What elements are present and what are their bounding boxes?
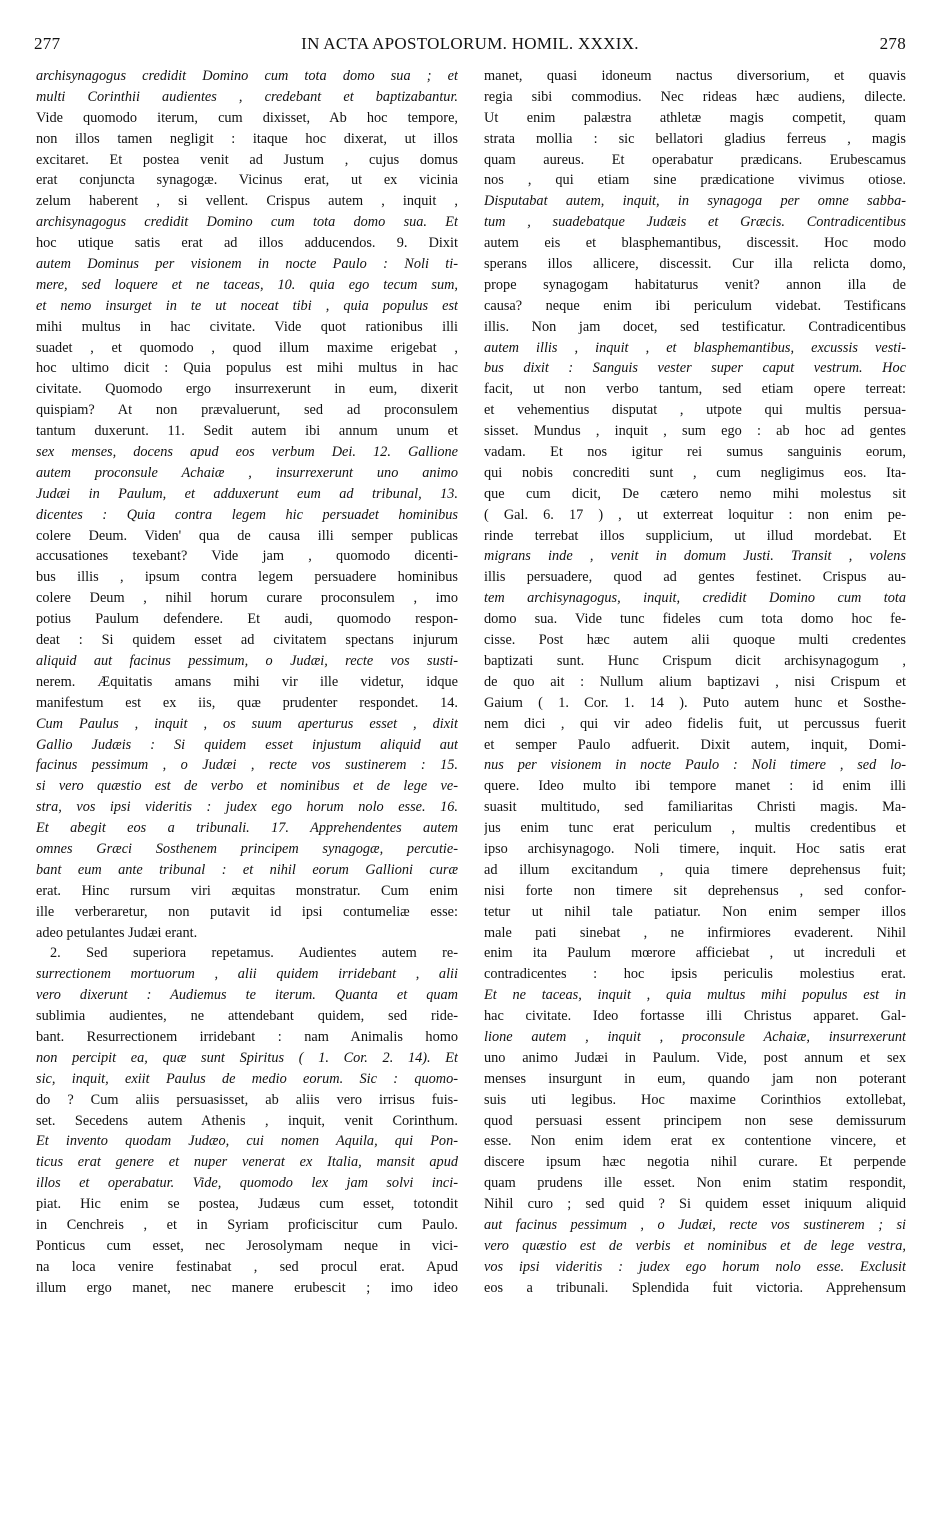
text-line: erat conjuncta synagogæ. Vicinus erat, ut ex vicinia: [36, 172, 458, 189]
text-line: dicentes : Quia contra legem hic persuadet hominibus: [36, 506, 458, 523]
text-line: manifestum est ex iis, quæ prudenter respondet. 14.: [36, 694, 458, 711]
text-line: na loca venire festinabat , sed procul erat. Apud: [36, 1258, 458, 1275]
text-line: de quo ait : Nullum alium baptizavi , nisi Crispum et: [484, 673, 906, 690]
text-line: autem illis , inquit , et blasphemantibus, excussis vesti-: [484, 339, 906, 356]
text-line: illos et operabatur. Vide, quomodo lex jam solvi inci-: [36, 1175, 458, 1192]
text-line: excitaret. Et postea venit ad Justum , cujus domus: [36, 151, 458, 168]
text-line: discere ipsum hæc negotia nihil curare. Et perpende: [484, 1154, 906, 1171]
text-line: et semper Paulo adfuerit. Dixit autem, inquit, Domi-: [484, 736, 906, 753]
text-line: hoc utique satis erat ad illos adducendos. 9. Dixit: [36, 235, 458, 252]
text-line: Vide quomodo iterum, cum dixisset, Ab hoc tempore,: [36, 109, 458, 126]
text-line: lione autem , inquit , proconsule Achaiæ, insurrexerunt: [484, 1028, 906, 1045]
text-line: baptizati sunt. Hunc Crispum dicit archisynagogum ,: [484, 652, 906, 669]
text-line: tantum duxerunt. 11. Sedit autem ibi annum unum et: [36, 423, 458, 440]
text-line: nerem. Æquitatis amans mihi vir ille videtur, idque: [36, 673, 458, 690]
left-column: [36, 66, 458, 1299]
text-line: illis. Non jam docet, sed testificatur. Contradicentibus: [484, 318, 906, 335]
text-line: quod persuasi essent principem non sese demissurum: [484, 1112, 906, 1129]
text-line: illis persuadere, quod ad gentes festinet. Crispus au-: [484, 569, 906, 586]
text-line: sperans illos allicere, discessit. Cur illa relicta domo,: [484, 256, 906, 273]
text-line: ( Gal. 6. 17 ) , ut exterreat loquitur : non enim pe-: [484, 506, 906, 523]
text-line: male pati sinebat , ne infirmiores evaderent. Nihil: [484, 924, 906, 941]
text-line: non illos tamen negligit : itaque hoc dixerat, ut illos: [36, 130, 458, 147]
text-line: sic, inquit, exiit Paulus de medio eorum. Sic : quomo-: [36, 1070, 458, 1087]
text-line: vero dixerunt : Audiemus te iterum. Quanta et quam: [36, 987, 458, 1004]
text-line: 2. Sed superiora repetamus. Audientes autem re-: [50, 945, 458, 962]
text-line: que cum dicit, De cætero nemo mihi molestus sit: [484, 485, 906, 502]
text-line: surrectionem mortuorum , alii quidem irridebant , alii: [36, 966, 458, 983]
text-line: suadet , et quomodo , quod illum maxime erigebat ,: [36, 339, 458, 356]
text-line: do ? Cum aliis persuasisset, ab aliis vero irrisus fuis-: [36, 1091, 458, 1108]
text-line: uno animo Judæi in Paulum. Vide, post annum et sex: [484, 1049, 906, 1066]
running-title: IN ACTA APOSTOLORUM. HOMIL. XXXIX.: [301, 34, 639, 53]
text-line: sublimia audientes, ne attendebant quidem, sed ride-: [36, 1008, 458, 1025]
text-line: in Cenchreis , et in Syriam proficiscitur cum Paulo.: [36, 1216, 458, 1233]
text-line: sisset. Mundus , inquit , sum ego : ab hoc ad gentes: [484, 423, 906, 440]
page-number-right: 278: [879, 34, 906, 53]
text-line: quere. Ideo multo ibi tempore manet : id enim illi: [484, 778, 906, 795]
text-line: esse. Non enim idem erat ex contentione vincere, et: [484, 1133, 906, 1150]
text-line: Gaium ( 1. Cor. 1. 14 ). Puto autem hunc et Sosthe-: [484, 694, 906, 711]
text-line: strata mollia : sic bellatori gladius ferreus , magis: [484, 130, 906, 147]
text-line: Gallio Judæis : Si quidem esset injustum aliquid aut: [36, 736, 458, 753]
text-line: aliquid aut facinus pessimum, o Judæi, recte vos susti-: [36, 652, 458, 669]
text-line: zelum haberent , si vellent. Crispus autem , inquit ,: [36, 193, 458, 210]
text-line: vos ipsi videritis : judex ego horum nolo esse. Exclusit: [484, 1258, 906, 1275]
text-line: facit, ut non verbo tantum, sed etiam opere terreat:: [484, 381, 906, 398]
text-line: bus illis , ipsum contra legem persuadere hominibus: [36, 569, 458, 586]
text-line: Et invento quodam Judæo, cui nomen Aquila, qui Pon-: [36, 1133, 458, 1150]
text-line: aut facinus pessimum , o Judæi, recte vos sustinerem ; si: [484, 1216, 906, 1233]
text-line: colere Deum , nihil horum curare proconsulem , imo: [36, 590, 458, 607]
text-line: archisynagogus credidit Domino cum tota domo sua. Et: [36, 214, 458, 231]
text-line: autem Dominus per visionem in nocte Paulo : Noli ti-: [36, 256, 458, 273]
text-line: hac civitate. Ideo fortasse illi Christus apparet. Gal-: [484, 1008, 906, 1025]
text-line: autem proconsule Achaiæ , insurrexerunt uno animo: [36, 464, 458, 481]
text-line: accusationes texebant? Vide jam , quomodo dicenti-: [36, 548, 458, 565]
text-line: potius Paulum defendere. Et audi, quomodo respon-: [36, 611, 458, 628]
text-line: Cum Paulus , inquit , os suum aperturus esset , dixit: [36, 715, 458, 732]
text-line: vadam. Et nos igitur rei sumus sanguinis eorum,: [484, 444, 906, 461]
text-line: colere Deum. Viden' qua de causa illi semper publicas: [36, 527, 458, 544]
text-line: illum ergo manet, nec manere erubescit ; imo ideo: [36, 1279, 458, 1296]
text-line: Et abegit eos a tribunali. 17. Apprehendentes autem: [36, 820, 458, 837]
text-line: manet, quasi idoneum nactus diversorium, et quavis: [484, 68, 906, 84]
text-line: ad illum excitandum , quia timere deprehensus fuit;: [484, 861, 906, 878]
text-line: qui nobis concrediti sunt , cum negligimus eos. Ita-: [484, 464, 906, 481]
text-line: menses insurgunt in eum, quando jam non poterant: [484, 1070, 906, 1087]
text-line: quam prudens ille esset. Non enim statim respondit,: [484, 1175, 906, 1192]
text-line: Ut enim palæstra athletæ magis competit, quam: [484, 109, 906, 126]
text-line: bant. Resurrectionem irridebant : nam Animalis homo: [36, 1028, 458, 1045]
page-number-left: 277: [34, 34, 61, 53]
text-line: sex menses, docens apud eos verbum Dei. 12. Gallione: [36, 444, 458, 461]
text-line: autem eis et blasphemantibus, discessit. Hoc modo: [484, 235, 906, 252]
text-line: migrans inde , venit in domum Justi. Transit , volens: [484, 548, 906, 565]
right-column: [484, 66, 906, 1299]
text-line: multi Corinthii audientes , credebant et baptizabantur.: [36, 88, 458, 105]
running-head: [34, 30, 906, 58]
text-line: et nemo insurget in te ut noceat tibi , quia populus est: [36, 297, 458, 314]
text-line: mere, sed loquere et ne taceas, 10. quia ego tecum sum,: [36, 276, 458, 293]
text-line: hoc ultimo dicit : Quia populus est mihi multus in hac: [36, 360, 458, 377]
text-line: Et ne taceas, inquit , quia multus mihi populus est in: [484, 987, 906, 1004]
text-line: enim ita Paulum mœrore afficiebat , ut increduli et: [484, 945, 906, 962]
text-line: eos a tribunali. Splendida fuit victoria. Apprehensum: [484, 1279, 906, 1296]
text-line: rinde terrebat illos supplicium, ut illud mordebat. Et: [484, 527, 906, 544]
text-line: cisse. Post hæc autem alii quoque multi credentes: [484, 632, 906, 649]
text-line: suasit multitudo, sed familiaritas Christi magis. Ma-: [484, 799, 906, 816]
text-line: nem dici , qui vir adeo fidelis fuit, ut percussus fuerit: [484, 715, 906, 732]
text-line: ticus erat genere et nuper venerat ex Italia, mansit apud: [36, 1154, 458, 1171]
text-line: Nihil curo ; sed quid ? Si quidem esset iniquum aliquid: [484, 1196, 906, 1213]
text-line: tetur ut nihil tale patiatur. Non enim semper illos: [484, 903, 906, 920]
text-line: vero quæstio est de verbis et nominibus et de lege vestra,: [484, 1237, 906, 1254]
text-line: contradicentes : hoc ipsis periculis molestius erat.: [484, 966, 906, 983]
text-line: erat. Hinc rursum viri æquitas monstratur. Cum enim: [36, 882, 458, 899]
text-line: quispiam? At non prævaluerunt, sed ad proconsulem: [36, 402, 458, 419]
text-line: nos , qui etiam sine prædicatione vivimus otiose.: [484, 172, 906, 189]
text-line: facinus pessimum , o Judæi , recte vos sustinerem : 15.: [36, 757, 458, 774]
text-line: piat. Hic enim se postea, Judæus cum esset, totondit: [36, 1196, 458, 1213]
text-line: nus per visionem in nocte Paulo : Noli timere , sed lo-: [484, 757, 906, 774]
text-line: nisi forte non timere sit deprehensus , sed confor-: [484, 882, 906, 899]
text-line: adeo petulantes Judæi erant.: [36, 924, 198, 941]
text-line: omnes Græci Sosthenem principem synagogæ, percutie-: [36, 840, 458, 857]
text-line: tem archisynagogus, inquit, credidit Domino cum tota: [484, 590, 906, 607]
text-line: domo sua. Vide tunc fideles cum tota domo hoc fe-: [484, 611, 906, 628]
text-line: stra, vos ipsi videritis : judex ego horum nolo esse. 16.: [36, 799, 458, 816]
text-line: regia sibi commodius. Nec rideas hæc audiens, dilecte.: [484, 88, 906, 105]
text-line: bus dixit : Sanguis vester super caput vestrum. Hoc: [484, 360, 906, 377]
text-line: civitate. Quomodo ergo insurrexerunt in eum, dixerit: [36, 381, 458, 398]
text-line: archisynagogus credidit Domino cum tota domo sua ; et: [36, 68, 458, 84]
text-line: ille verberaretur, non putavit id ipsi contumeliæ esse:: [36, 903, 458, 920]
text-line: ipso archisynagogo. Noli timere, inquit. Hoc satis erat: [484, 840, 906, 857]
text-line: si vero quæstio est de verbo et nominibus et de lege ve-: [36, 778, 458, 795]
text-line: prope synagogam habitaturus venit? annon illa de: [484, 276, 906, 293]
text-line: non percipit ea, quæ sunt Spiritus ( 1. Cor. 2. 14). Et: [36, 1049, 458, 1066]
text-line: set. Secedens autem Athenis , inquit, venit Corinthum.: [36, 1112, 458, 1129]
text-line: Disputabat autem, inquit, in synagoga per omne sabba-: [484, 193, 906, 210]
text-line: jus enim tunc erat periculum , multis credentibus et: [484, 820, 906, 837]
text-line: tum , suadebatque Judæis et Græcis. Contradicentibus: [484, 214, 906, 231]
text-line: Ponticus cum esset, nec Jerosolymam neque in vici-: [36, 1237, 458, 1254]
text-line: deat : Si quidem esset ad civitatem spectans injurum: [36, 632, 458, 649]
text-line: et vehementius disputat , utpote qui multis persua-: [484, 402, 906, 419]
text-line: mihi multus in hac civitate. Vide quot rationibus illi: [36, 318, 458, 335]
text-line: quam aureus. Et operabatur prædicans. Erubescamus: [484, 151, 906, 168]
text-line: causa? neque enim ibi periculum videbat. Testificans: [484, 297, 906, 314]
text-line: suis uti legibus. Hoc maxime Corinthios extollebat,: [484, 1091, 906, 1108]
text-line: bant eum ante tribunal : et nihil eorum Gallioni curæ: [36, 861, 458, 878]
text-line: Judæi in Paulum, et adduxerunt eum ad tribunal, 13.: [36, 485, 458, 502]
